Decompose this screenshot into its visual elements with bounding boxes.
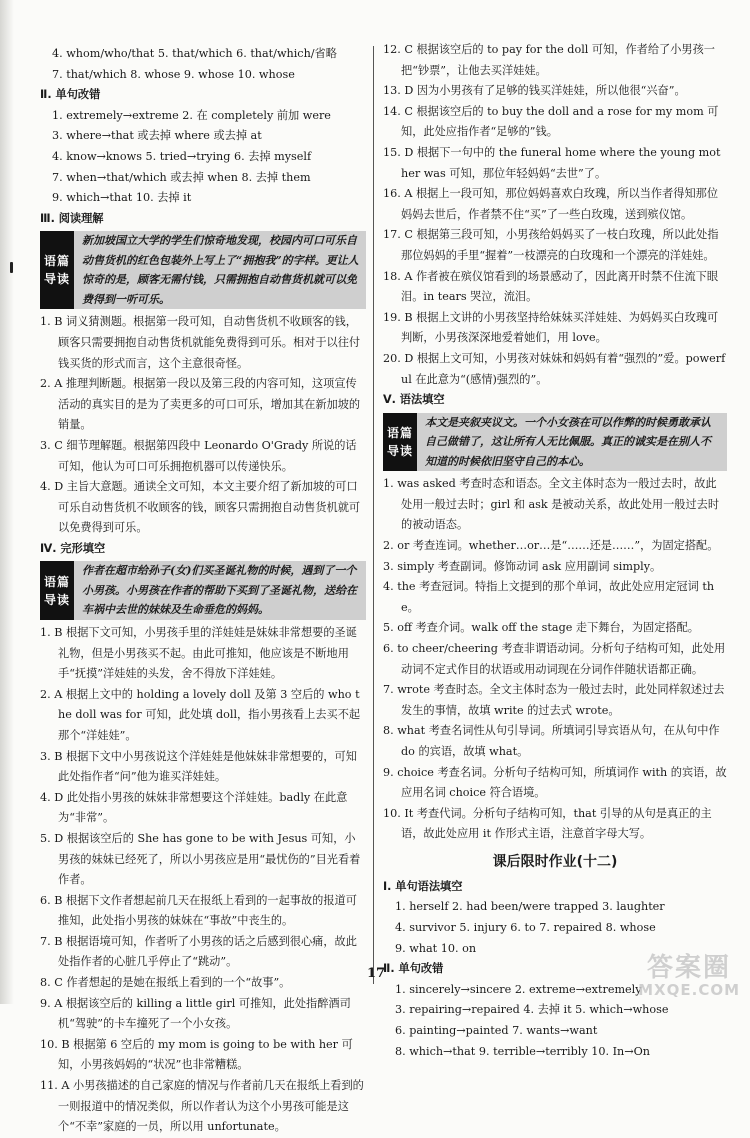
answer-explanation: 5. off 考查介词。walk off the stage 走下舞台，为固定搭配。 bbox=[383, 621, 699, 635]
answer-explanation: 10. It 考查代词。分析句子结构可知，that 引导的从句是真正的主语，故此处应用 it 作形式主语，注意首字母大写。 bbox=[383, 806, 712, 841]
guide-label bbox=[40, 231, 74, 309]
answer-explanation: 6. to cheer/cheering 考查非谓语动词。分析句子结构可知，此处用动词不定式作目的状语或用动词现在分词作伴随状语都正确。 bbox=[383, 641, 726, 676]
watermark-text-bottom: MXQE.COM bbox=[638, 981, 740, 999]
column-divider bbox=[373, 46, 374, 984]
margin-mark bbox=[10, 262, 13, 273]
section-heading: Ⅳ. 完形填空 bbox=[40, 541, 106, 555]
page-binding-edge bbox=[0, 0, 14, 1004]
answer-line: 9. what 10. on bbox=[395, 941, 477, 955]
answer-explanation: 3. simply 考查副词。修饰动词 ask 应用副词 simply。 bbox=[383, 559, 662, 573]
guide-text: 新加坡国立大学的学生们惊奇地发现，校园内可口可乐自动售货机的红色包装外上写上了“拥抱我”的字样。更让人惊奇的是，顾客无需付钱，只需拥抱自动售货机就可以免费得到一听可乐。 bbox=[74, 231, 366, 309]
answer-line: 4. know→knows 5. tried→trying 6. 去掉 myself bbox=[52, 149, 312, 163]
answer-explanation: 10. B 根据第 6 空后的 my mom is going to be with her 可知，小男孩妈妈的“状况”也非常糟糕。 bbox=[40, 1037, 353, 1072]
answer-explanation: 17. C 根据第三段可知，小男孩给妈妈买了一枝白玫瑰，所以此处指那位妈妈的手里“握着”一枝漂亮的白玫瑰和一个漂亮的洋娃娃。 bbox=[383, 228, 719, 262]
guide-label-text: 语篇 bbox=[43, 574, 70, 589]
answer-line: 1. extremely→extreme 2. 在 completely 前加 were bbox=[52, 108, 331, 122]
answer-explanation: 4. D 主旨大意题。通读全文可知，本文主要介绍了新加坡的可口可乐自动售货机不收顾客的钱，顾客只需拥抱自动售货机就可以免费得到可乐。 bbox=[40, 480, 361, 535]
answer-explanation: 15. D 根据下一句中的 the funeral home where the young mother was 可知，那位年轻妈妈“去世”了。 bbox=[383, 145, 721, 180]
answer-explanation: 19. B 根据上文讲的小男孩坚持给妹妹买洋娃娃、为妈妈买白玫瑰可判断，小男孩深深地爱着她们，用 love。 bbox=[383, 310, 719, 345]
answer-line: 6. painting→painted 7. wants→want bbox=[395, 1024, 598, 1038]
section-heading: Ⅴ. 语法填空 bbox=[383, 393, 445, 407]
answer-explanation: 9. A 根据该空后的 killing a little girl 可推知，此处指醉酒司机“驾驶”的卡车撞死了一个小女孩。 bbox=[40, 996, 351, 1031]
answer-explanation: 2. or 考查连词。whether…or…是“……还是……”，为固定搭配。 bbox=[383, 538, 719, 552]
answer-explanation: 5. D 根据该空后的 She has gone to be with Jesus 可知，小男孩的妹妹已经死了，所以小男孩应是用“最忧伤的”目光看着作者。 bbox=[40, 831, 361, 887]
section-heading: Ⅱ. 单句改错 bbox=[383, 962, 444, 976]
answer-line: 3. where→that 或去掉 where 或去掉 at bbox=[52, 129, 262, 143]
answer-explanation: 8. what 考查名词性从句引导词。所填词引导宾语从句，在从句中作 do 的宾语，故填 what。 bbox=[383, 724, 720, 758]
answer-explanation: 20. D 根据上文可知，小男孩对妹妹和妈妈有着“强烈的”爱。powerful 在此意为“(感情)强烈的”。 bbox=[383, 351, 726, 386]
answer-line: 1. sincerely→sincere 2. extreme→extremely bbox=[395, 982, 642, 996]
answer-line: 4. survivor 5. injury 6. to 7. repaired 8. whose bbox=[395, 921, 656, 935]
guide-label-text: 语篇 bbox=[386, 425, 413, 440]
answer-line: 9. which→that 10. 去掉 it bbox=[52, 191, 192, 205]
guide-text: 本文是夹叙夹议文。一个小女孩在可以作弊的时候勇敢承认自己做错了，这让所有人无比佩服。真正的诚实是在别人不知道的时候依旧坚守自己的本心。 bbox=[417, 413, 727, 472]
answer-explanation: 8. C 作者想起的是她在报纸上看到的一个“故事”。 bbox=[40, 976, 291, 990]
reading-guide-box bbox=[383, 413, 727, 472]
answer-explanation: 16. A 根据上一段可知，那位妈妈喜欢白玫瑰，所以当作者得知那位妈妈去世后，作者禁不住“买”了一些白玫瑰，送到殡仪馆。 bbox=[383, 187, 719, 221]
guide-label-text: 导读 bbox=[386, 443, 413, 458]
watermark-logo bbox=[638, 954, 740, 998]
answer-explanation: 7. wrote 考查时态。全文主体时态为一般过去时，此处同样叙述过去发生的事情，故填 write 的过去式 wrote。 bbox=[383, 683, 725, 717]
answer-explanation: 1. was asked 考查时态和语态。全文主体时态为一般过去时，故此处用一般过去时；girl 和 ask 是被动关系，故此处用一般过去时的被动语态。 bbox=[383, 477, 720, 532]
guide-label-text: 语篇 bbox=[43, 254, 70, 269]
answer-line: 1. herself 2. had been/were trapped 3. laughter bbox=[395, 900, 665, 914]
answer-explanation: 12. C 根据该空后的 to pay for the doll 可知，作者给了小男孩一把“钞票”，让他去买洋娃娃。 bbox=[383, 43, 715, 77]
watermark-text-top: 答案圈 bbox=[647, 953, 732, 983]
answer-explanation: 4. D 此处指小男孩的妹妹非常想要这个洋娃娃。badly 在此意为“非常”。 bbox=[40, 790, 348, 825]
section-heading: Ⅲ. 阅读理解 bbox=[40, 211, 104, 225]
answer-explanation: 18. A 作者被在殡仪馆看到的场景感动了，因此离开时禁不住流下眼泪。in tears 哭泣，流泪。 bbox=[383, 269, 719, 304]
left-column bbox=[40, 44, 366, 1134]
reading-guide-box bbox=[40, 561, 366, 620]
answer-explanation: 2. A 推理判断题。根据第一段以及第三段的内容可知，这项宣传活动的真实目的是为了卖更多的可口可乐，增加其在新加坡的销量。 bbox=[40, 377, 361, 432]
answer-explanation: 7. B 根据语境可知，作者听了小男孩的话之后感到很心痛，故此处指作者的心脏几乎停止了“跳动”。 bbox=[40, 934, 357, 969]
guide-text: 作者在超市给孙子(女)们买圣诞礼物的时候，遇到了一个小男孩。小男孩在作者的帮助下买到了圣诞礼物，送给在车祸中去世的妹妹及生命垂危的妈妈。 bbox=[74, 561, 366, 620]
answer-explanation: 4. the 考查冠词。特指上文提到的那个单词，故此处应用定冠词 the。 bbox=[383, 580, 715, 614]
answer-explanation: 6. B 根据下文作者想起前几天在报纸上看到的一起事故的报道可推知，此处指小男孩的妹妹在“事故”中丧生的。 bbox=[40, 893, 357, 928]
answer-line: 7. when→that/which 或去掉 when 8. 去掉 them bbox=[52, 170, 311, 184]
answer-line: 3. repairing→repaired 4. 去掉 it 5. which→whose bbox=[395, 1003, 669, 1017]
answer-explanation: 3. C 细节理解题。根据第四段中 Leonardo O'Grady 所说的话可知，他认为可口可乐拥抱机器可以传递快乐。 bbox=[40, 438, 357, 473]
answer-explanation: 11. A 小男孩描述的自己家庭的情况与作者前几天在报纸上看到的一则报道中的情况类似，所以作者认为这个小男孩可能是这个“不幸”家庭的一员，所以用 unfortunate。 bbox=[40, 1079, 364, 1134]
answer-line: 8. which→that 9. terrible→terribly 10. In→On bbox=[395, 1044, 650, 1058]
page-number: 17 bbox=[367, 966, 386, 981]
answer-explanation: 2. A 根据上文中的 holding a lovely doll 及第 3 空后的 who the doll was for 可知，此处填 doll，指小男孩看上去买不起那个“洋娃娃”。 bbox=[40, 687, 361, 742]
guide-label bbox=[40, 561, 74, 620]
guide-label-text: 导读 bbox=[43, 592, 70, 607]
answer-explanation: 1. B 词义猜测题。根据第一段可知，自动售货机不收顾客的钱，顾客只需要拥抱自动售货机就能免费得到可乐。相对于以往付钱买货的形式而言，这个主意很奇怪。 bbox=[40, 315, 361, 370]
guide-label-text: 导读 bbox=[43, 272, 70, 287]
answer-explanation: 9. choice 考查名词。分析句子结构可知，所填词作 with 的宾语，故应用名词 choice 符合语境。 bbox=[383, 765, 727, 800]
answer-explanation: 14. C 根据该空后的 to buy the doll and a rose for my mom 可知，此处应指作者“足够的”钱。 bbox=[383, 104, 719, 139]
answer-line: 4. whom/who/that 5. that/which 6. that/which/省略 bbox=[52, 47, 337, 60]
answer-line: 7. that/which 8. whose 9. whose 10. whose bbox=[52, 67, 295, 81]
section-heading: Ⅰ. 单句语法填空 bbox=[383, 879, 463, 893]
answer-explanation: 1. B 根据下文可知，小男孩手里的洋娃娃是妹妹非常想要的圣诞礼物，但是小男孩买不起。由此可推知，他应该是不断地用手“抚摸”洋娃娃的头发，舍不得放下洋娃娃。 bbox=[40, 625, 357, 681]
answer-explanation: 3. B 根据下文中小男孩说这个洋娃娃是他妹妹非常想要的，可知此处指作者“问”他为谁买洋娃娃。 bbox=[40, 749, 357, 784]
assignment-title: 课后限时作业(十二) bbox=[492, 853, 618, 870]
guide-label bbox=[383, 413, 417, 472]
section-heading: Ⅱ. 单句改错 bbox=[40, 88, 101, 102]
reading-guide-box bbox=[40, 231, 366, 309]
answer-explanation: 13. D 因为小男孩有了足够的钱买洋娃娃，所以他很“兴奋”。 bbox=[383, 84, 686, 98]
